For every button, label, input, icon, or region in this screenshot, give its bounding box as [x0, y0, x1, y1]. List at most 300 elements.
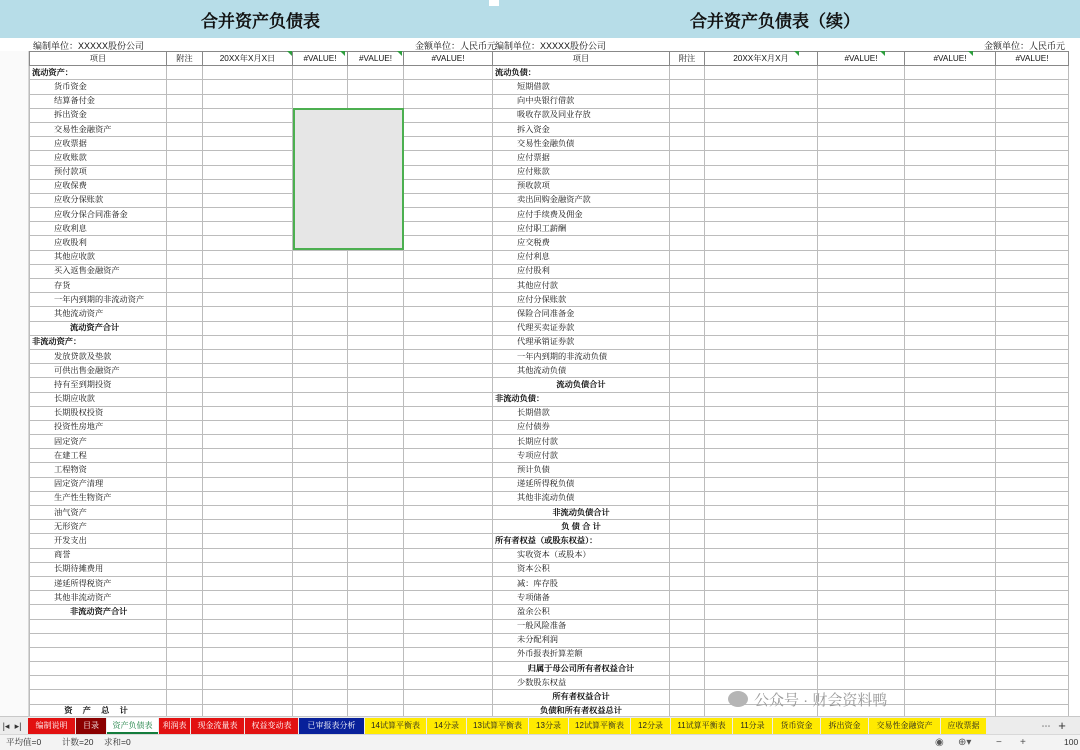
left-value-cell[interactable] [348, 435, 404, 449]
left-value-cell[interactable] [348, 506, 404, 520]
right-value-cell[interactable] [705, 122, 818, 136]
right-item-cell[interactable]: 向中央银行借款 [493, 94, 670, 108]
left-value-cell[interactable] [293, 562, 348, 576]
left-value-cell[interactable] [167, 293, 203, 307]
left-value-cell[interactable] [167, 179, 203, 193]
right-item-cell[interactable]: 吸收存款及同业存放 [493, 108, 670, 122]
right-value-cell[interactable] [818, 463, 905, 477]
left-value-cell[interactable] [203, 548, 293, 562]
left-value-cell[interactable] [348, 562, 404, 576]
left-value-cell[interactable] [293, 250, 348, 264]
left-value-cell[interactable] [167, 307, 203, 321]
left-value-cell[interactable] [404, 420, 493, 434]
right-item-cell[interactable]: 非流动负债合计 [493, 506, 670, 520]
display-settings-icon[interactable]: ⊕▾ [958, 737, 972, 748]
column-header[interactable]: #VALUE! [818, 52, 905, 66]
right-value-cell[interactable] [705, 335, 818, 349]
right-value-cell[interactable] [905, 506, 996, 520]
selected-range[interactable] [293, 108, 404, 250]
right-value-cell[interactable] [818, 264, 905, 278]
left-value-cell[interactable] [348, 449, 404, 463]
left-value-cell[interactable] [404, 321, 493, 335]
tab-scroll-last-button[interactable]: ▸| [14, 721, 22, 731]
right-value-cell[interactable] [905, 633, 996, 647]
right-value-cell[interactable] [996, 420, 1069, 434]
right-item-cell[interactable]: 所有者权益合计 [493, 690, 670, 704]
right-value-cell[interactable] [818, 349, 905, 363]
left-value-cell[interactable] [404, 80, 493, 94]
left-item-cell[interactable] [30, 647, 167, 661]
right-value-cell[interactable] [996, 335, 1069, 349]
right-value-cell[interactable] [905, 449, 996, 463]
left-value-cell[interactable] [404, 108, 493, 122]
left-value-cell[interactable] [203, 94, 293, 108]
right-value-cell[interactable] [705, 208, 818, 222]
left-value-cell[interactable] [293, 662, 348, 676]
right-value-cell[interactable] [705, 293, 818, 307]
right-item-cell[interactable]: 盈余公积 [493, 605, 670, 619]
right-item-cell[interactable]: 实收资本（或股本） [493, 548, 670, 562]
left-value-cell[interactable] [203, 250, 293, 264]
left-value-cell[interactable] [293, 66, 348, 80]
right-value-cell[interactable] [905, 548, 996, 562]
right-value-cell[interactable] [996, 449, 1069, 463]
right-value-cell[interactable] [670, 165, 705, 179]
right-value-cell[interactable] [705, 66, 818, 80]
sheet-tab[interactable]: 12分录 [631, 718, 670, 734]
left-value-cell[interactable] [167, 491, 203, 505]
right-value-cell[interactable] [996, 137, 1069, 151]
right-value-cell[interactable] [705, 264, 818, 278]
tab-scroll-first-button[interactable]: |◂ [2, 721, 10, 731]
right-value-cell[interactable] [905, 137, 996, 151]
left-item-cell[interactable]: 非流动资产： [30, 335, 167, 349]
left-item-cell[interactable]: 固定资产清理 [30, 477, 167, 491]
left-value-cell[interactable] [348, 491, 404, 505]
right-value-cell[interactable] [818, 662, 905, 676]
left-value-cell[interactable] [348, 662, 404, 676]
left-value-cell[interactable] [167, 406, 203, 420]
left-item-cell[interactable]: 长期待摊费用 [30, 562, 167, 576]
left-value-cell[interactable] [167, 236, 203, 250]
sheet-tab[interactable]: 11分录 [733, 718, 772, 734]
left-value-cell[interactable] [167, 264, 203, 278]
sheet-tab[interactable]: 14分录 [427, 718, 466, 734]
right-value-cell[interactable] [818, 279, 905, 293]
left-value-cell[interactable] [348, 80, 404, 94]
left-value-cell[interactable] [348, 591, 404, 605]
right-value-cell[interactable] [996, 193, 1069, 207]
right-value-cell[interactable] [996, 520, 1069, 534]
right-value-cell[interactable] [905, 534, 996, 548]
left-item-cell[interactable]: 应收分保账款 [30, 193, 167, 207]
right-value-cell[interactable] [670, 193, 705, 207]
left-value-cell[interactable] [203, 435, 293, 449]
left-value-cell[interactable] [203, 349, 293, 363]
right-item-cell[interactable]: 递延所得税负债 [493, 477, 670, 491]
right-value-cell[interactable] [905, 690, 996, 704]
right-value-cell[interactable] [905, 151, 996, 165]
right-value-cell[interactable] [905, 264, 996, 278]
left-item-cell[interactable]: 递延所得税资产 [30, 576, 167, 590]
right-value-cell[interactable] [905, 420, 996, 434]
column-header[interactable]: 20XX年X月X月 [705, 52, 818, 66]
left-value-cell[interactable] [167, 335, 203, 349]
left-value-cell[interactable] [203, 137, 293, 151]
left-value-cell[interactable] [348, 321, 404, 335]
right-value-cell[interactable] [818, 137, 905, 151]
left-value-cell[interactable] [404, 208, 493, 222]
right-value-cell[interactable] [818, 534, 905, 548]
left-value-cell[interactable] [348, 647, 404, 661]
right-value-cell[interactable] [705, 236, 818, 250]
right-value-cell[interactable] [670, 179, 705, 193]
right-value-cell[interactable] [818, 633, 905, 647]
right-value-cell[interactable] [705, 420, 818, 434]
right-value-cell[interactable] [670, 477, 705, 491]
right-value-cell[interactable] [996, 250, 1069, 264]
left-value-cell[interactable] [167, 520, 203, 534]
right-value-cell[interactable] [905, 208, 996, 222]
left-value-cell[interactable] [203, 392, 293, 406]
left-value-cell[interactable] [203, 236, 293, 250]
column-header[interactable]: #VALUE! [348, 52, 404, 66]
right-value-cell[interactable] [670, 321, 705, 335]
right-value-cell[interactable] [818, 193, 905, 207]
right-value-cell[interactable] [905, 605, 996, 619]
right-value-cell[interactable] [705, 364, 818, 378]
left-value-cell[interactable] [404, 690, 493, 704]
right-value-cell[interactable] [670, 662, 705, 676]
left-value-cell[interactable] [348, 293, 404, 307]
left-value-cell[interactable] [404, 619, 493, 633]
right-value-cell[interactable] [905, 591, 996, 605]
right-value-cell[interactable] [905, 94, 996, 108]
right-value-cell[interactable] [670, 222, 705, 236]
right-value-cell[interactable] [705, 435, 818, 449]
right-value-cell[interactable] [996, 576, 1069, 590]
left-value-cell[interactable] [404, 591, 493, 605]
left-value-cell[interactable] [348, 605, 404, 619]
left-value-cell[interactable] [404, 548, 493, 562]
right-value-cell[interactable] [905, 66, 996, 80]
right-value-cell[interactable] [705, 520, 818, 534]
left-item-cell[interactable]: 结算备付金 [30, 94, 167, 108]
right-value-cell[interactable] [996, 364, 1069, 378]
left-value-cell[interactable] [203, 66, 293, 80]
right-value-cell[interactable] [996, 435, 1069, 449]
left-value-cell[interactable] [203, 108, 293, 122]
left-value-cell[interactable] [404, 264, 493, 278]
left-value-cell[interactable] [167, 364, 203, 378]
left-item-cell[interactable]: 无形资产 [30, 520, 167, 534]
right-item-cell[interactable]: 减：库存股 [493, 576, 670, 590]
right-value-cell[interactable] [905, 662, 996, 676]
left-value-cell[interactable] [203, 463, 293, 477]
left-value-cell[interactable] [293, 406, 348, 420]
right-value-cell[interactable] [996, 591, 1069, 605]
right-value-cell[interactable] [705, 137, 818, 151]
right-value-cell[interactable] [996, 165, 1069, 179]
column-header[interactable]: 项目 [493, 52, 670, 66]
left-value-cell[interactable] [348, 420, 404, 434]
right-value-cell[interactable] [670, 293, 705, 307]
left-item-cell[interactable]: 持有至到期投资 [30, 378, 167, 392]
left-value-cell[interactable] [293, 378, 348, 392]
right-value-cell[interactable] [905, 435, 996, 449]
right-value-cell[interactable] [996, 548, 1069, 562]
zoom-level[interactable]: 100 [1064, 737, 1079, 747]
right-value-cell[interactable] [818, 66, 905, 80]
column-header[interactable]: #VALUE! [905, 52, 996, 66]
left-value-cell[interactable] [203, 676, 293, 690]
balance-sheet-grid[interactable] [29, 51, 1069, 719]
left-value-cell[interactable] [348, 619, 404, 633]
right-value-cell[interactable] [818, 108, 905, 122]
left-value-cell[interactable] [404, 392, 493, 406]
right-value-cell[interactable] [670, 548, 705, 562]
left-value-cell[interactable] [293, 364, 348, 378]
right-item-cell[interactable]: 一般风险准备 [493, 619, 670, 633]
add-sheet-button[interactable]: + [1058, 718, 1066, 733]
left-value-cell[interactable] [404, 122, 493, 136]
right-value-cell[interactable] [996, 633, 1069, 647]
right-value-cell[interactable] [670, 520, 705, 534]
left-value-cell[interactable] [167, 193, 203, 207]
right-value-cell[interactable] [818, 378, 905, 392]
right-value-cell[interactable] [670, 122, 705, 136]
right-value-cell[interactable] [705, 477, 818, 491]
left-value-cell[interactable] [167, 151, 203, 165]
right-value-cell[interactable] [818, 236, 905, 250]
left-value-cell[interactable] [348, 349, 404, 363]
left-value-cell[interactable] [167, 662, 203, 676]
left-value-cell[interactable] [348, 392, 404, 406]
right-value-cell[interactable] [996, 321, 1069, 335]
left-item-cell[interactable]: 发放贷款及垫款 [30, 349, 167, 363]
right-value-cell[interactable] [670, 151, 705, 165]
right-value-cell[interactable] [670, 250, 705, 264]
right-item-cell[interactable]: 应付账款 [493, 165, 670, 179]
left-value-cell[interactable] [167, 633, 203, 647]
left-value-cell[interactable] [404, 576, 493, 590]
right-value-cell[interactable] [905, 491, 996, 505]
sheet-tab[interactable]: 13试算平衡表 [467, 718, 528, 734]
left-value-cell[interactable] [203, 364, 293, 378]
left-value-cell[interactable] [203, 193, 293, 207]
right-value-cell[interactable] [705, 307, 818, 321]
left-item-cell[interactable]: 流动资产： [30, 66, 167, 80]
left-value-cell[interactable] [167, 392, 203, 406]
right-value-cell[interactable] [670, 406, 705, 420]
left-value-cell[interactable] [203, 264, 293, 278]
right-value-cell[interactable] [670, 491, 705, 505]
left-value-cell[interactable] [167, 321, 203, 335]
left-item-cell[interactable]: 长期应收款 [30, 392, 167, 406]
left-value-cell[interactable] [348, 66, 404, 80]
right-value-cell[interactable] [818, 591, 905, 605]
right-item-cell[interactable]: 外币报表折算差额 [493, 647, 670, 661]
left-value-cell[interactable] [203, 179, 293, 193]
left-value-cell[interactable] [167, 477, 203, 491]
left-value-cell[interactable] [348, 250, 404, 264]
left-value-cell[interactable] [348, 378, 404, 392]
right-value-cell[interactable] [905, 179, 996, 193]
left-value-cell[interactable] [404, 605, 493, 619]
left-value-cell[interactable] [404, 193, 493, 207]
left-value-cell[interactable] [203, 477, 293, 491]
right-value-cell[interactable] [818, 406, 905, 420]
left-value-cell[interactable] [203, 647, 293, 661]
left-value-cell[interactable] [293, 349, 348, 363]
left-value-cell[interactable] [348, 534, 404, 548]
left-value-cell[interactable] [293, 605, 348, 619]
right-value-cell[interactable] [996, 307, 1069, 321]
right-value-cell[interactable] [670, 420, 705, 434]
right-value-cell[interactable] [996, 80, 1069, 94]
left-value-cell[interactable] [203, 307, 293, 321]
right-value-cell[interactable] [996, 463, 1069, 477]
right-value-cell[interactable] [996, 108, 1069, 122]
right-item-cell[interactable]: 非流动负债： [493, 392, 670, 406]
right-value-cell[interactable] [996, 179, 1069, 193]
right-value-cell[interactable] [670, 690, 705, 704]
left-value-cell[interactable] [404, 435, 493, 449]
right-value-cell[interactable] [670, 449, 705, 463]
right-value-cell[interactable] [670, 633, 705, 647]
right-value-cell[interactable] [705, 279, 818, 293]
right-value-cell[interactable] [670, 236, 705, 250]
right-value-cell[interactable] [996, 349, 1069, 363]
right-item-cell[interactable]: 拆入资金 [493, 122, 670, 136]
right-value-cell[interactable] [705, 449, 818, 463]
column-header[interactable]: 项目 [30, 52, 167, 66]
left-item-cell[interactable]: 应收保费 [30, 179, 167, 193]
column-header[interactable]: #VALUE! [293, 52, 348, 66]
left-value-cell[interactable] [404, 491, 493, 505]
left-value-cell[interactable] [203, 279, 293, 293]
right-item-cell[interactable]: 预计负债 [493, 463, 670, 477]
right-value-cell[interactable] [705, 151, 818, 165]
left-item-cell[interactable] [30, 676, 167, 690]
right-value-cell[interactable] [818, 151, 905, 165]
left-value-cell[interactable] [348, 406, 404, 420]
sheet-tab[interactable]: 货币资金 [773, 718, 820, 734]
right-item-cell[interactable]: 长期借款 [493, 406, 670, 420]
right-value-cell[interactable] [705, 406, 818, 420]
left-item-cell[interactable]: 应收分保合同准备金 [30, 208, 167, 222]
right-item-cell[interactable]: 代理买卖证券款 [493, 321, 670, 335]
left-value-cell[interactable] [203, 520, 293, 534]
left-item-cell[interactable] [30, 619, 167, 633]
left-value-cell[interactable] [293, 633, 348, 647]
left-value-cell[interactable] [348, 463, 404, 477]
right-value-cell[interactable] [670, 94, 705, 108]
right-value-cell[interactable] [818, 293, 905, 307]
right-value-cell[interactable] [996, 208, 1069, 222]
left-item-cell[interactable] [30, 633, 167, 647]
right-value-cell[interactable] [705, 108, 818, 122]
right-value-cell[interactable] [905, 321, 996, 335]
right-value-cell[interactable] [996, 66, 1069, 80]
left-value-cell[interactable] [404, 662, 493, 676]
left-value-cell[interactable] [167, 690, 203, 704]
left-item-cell[interactable]: 工程物资 [30, 463, 167, 477]
sheet-tab[interactable]: 权益变动表 [245, 718, 298, 734]
right-value-cell[interactable] [996, 534, 1069, 548]
left-value-cell[interactable] [167, 619, 203, 633]
right-value-cell[interactable] [705, 548, 818, 562]
zoom-in-icon[interactable]: + [1020, 737, 1026, 748]
left-value-cell[interactable] [293, 520, 348, 534]
right-value-cell[interactable] [905, 80, 996, 94]
right-value-cell[interactable] [818, 122, 905, 136]
right-value-cell[interactable] [818, 208, 905, 222]
left-value-cell[interactable] [167, 122, 203, 136]
sheet-tab[interactable]: 14试算平衡表 [365, 718, 426, 734]
right-item-cell[interactable]: 应付股利 [493, 264, 670, 278]
right-item-cell[interactable]: 未分配利润 [493, 633, 670, 647]
left-value-cell[interactable] [167, 66, 203, 80]
right-value-cell[interactable] [996, 236, 1069, 250]
right-value-cell[interactable] [670, 506, 705, 520]
tab-more-button[interactable]: ⋯ [1041, 721, 1051, 731]
left-value-cell[interactable] [293, 80, 348, 94]
right-value-cell[interactable] [905, 676, 996, 690]
right-value-cell[interactable] [996, 378, 1069, 392]
left-value-cell[interactable] [203, 690, 293, 704]
right-value-cell[interactable] [996, 279, 1069, 293]
right-item-cell[interactable]: 应付票据 [493, 151, 670, 165]
left-value-cell[interactable] [167, 576, 203, 590]
left-value-cell[interactable] [348, 477, 404, 491]
right-value-cell[interactable] [670, 605, 705, 619]
right-value-cell[interactable] [818, 179, 905, 193]
left-value-cell[interactable] [404, 378, 493, 392]
right-value-cell[interactable] [996, 392, 1069, 406]
left-item-cell[interactable]: 应收利息 [30, 222, 167, 236]
left-item-cell[interactable]: 其他流动资产 [30, 307, 167, 321]
right-value-cell[interactable] [996, 222, 1069, 236]
view-mode-icon[interactable]: ◉ [935, 737, 944, 748]
sheet-tab[interactable]: 交易性金融资产 [869, 718, 940, 734]
right-value-cell[interactable] [996, 122, 1069, 136]
right-value-cell[interactable] [905, 576, 996, 590]
left-item-cell[interactable]: 应收账款 [30, 151, 167, 165]
right-item-cell[interactable]: 一年内到期的非流动负债 [493, 349, 670, 363]
right-value-cell[interactable] [996, 151, 1069, 165]
right-value-cell[interactable] [670, 576, 705, 590]
right-value-cell[interactable] [670, 647, 705, 661]
left-value-cell[interactable] [167, 250, 203, 264]
left-value-cell[interactable] [203, 506, 293, 520]
right-value-cell[interactable] [670, 562, 705, 576]
left-value-cell[interactable] [293, 676, 348, 690]
right-item-cell[interactable]: 应付利息 [493, 250, 670, 264]
right-value-cell[interactable] [905, 108, 996, 122]
left-value-cell[interactable] [348, 307, 404, 321]
right-item-cell[interactable]: 负 债 合 计 [493, 520, 670, 534]
right-value-cell[interactable] [818, 250, 905, 264]
right-value-cell[interactable] [905, 520, 996, 534]
left-value-cell[interactable] [167, 548, 203, 562]
right-item-cell[interactable]: 负债和所有者权益总计 [493, 704, 670, 718]
left-value-cell[interactable] [293, 647, 348, 661]
right-value-cell[interactable] [905, 193, 996, 207]
right-item-cell[interactable]: 资本公积 [493, 562, 670, 576]
right-value-cell[interactable] [670, 591, 705, 605]
left-value-cell[interactable] [293, 293, 348, 307]
